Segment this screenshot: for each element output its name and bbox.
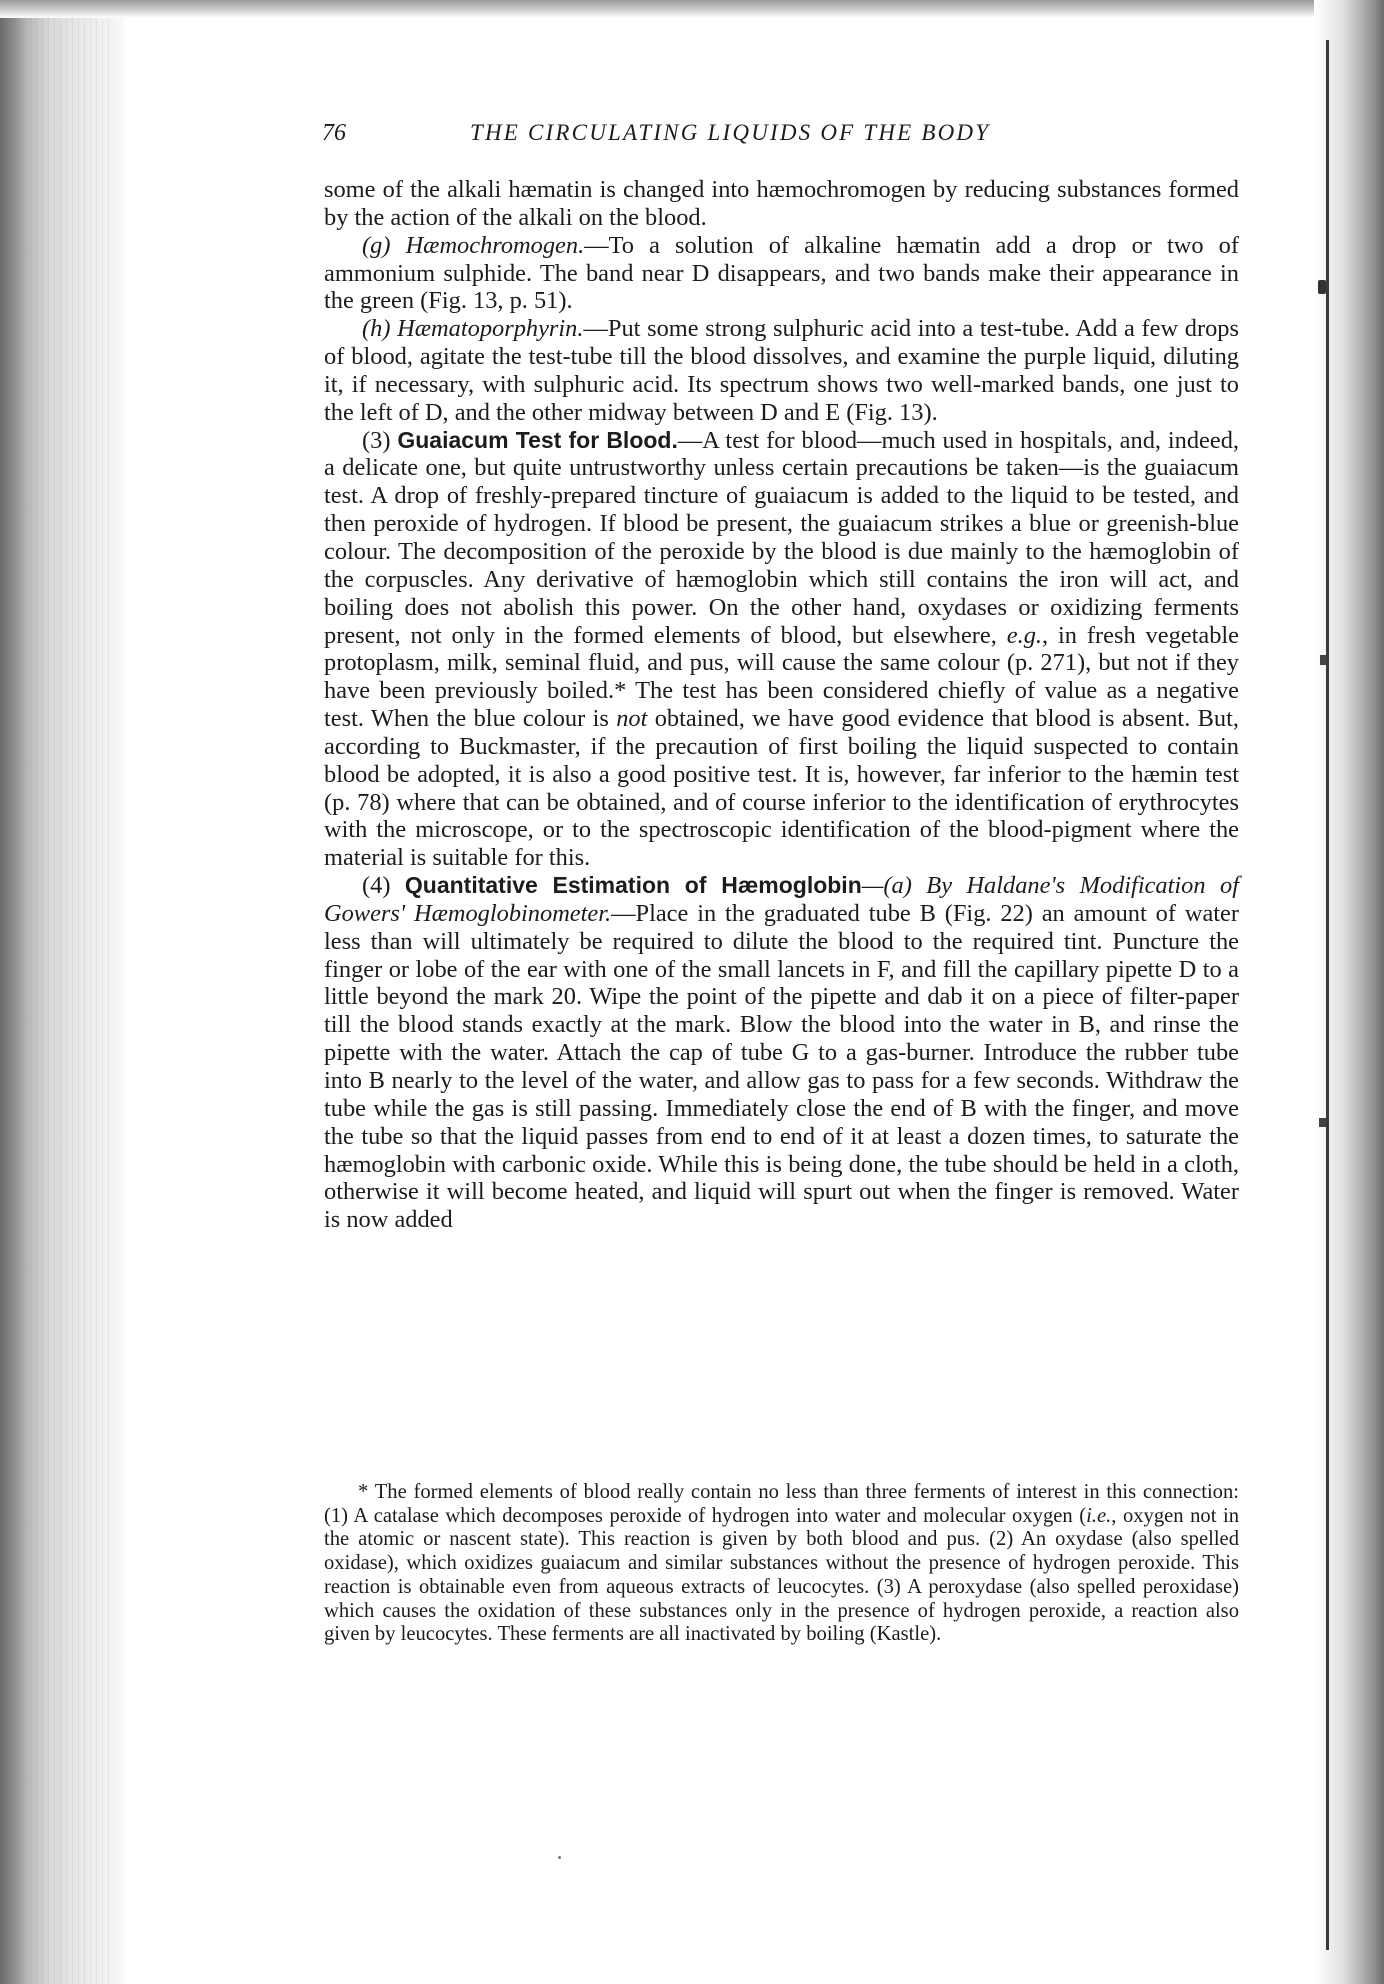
paragraph-haemochromogen: (g) Hæmochromogen.—To a solution of alkaline hæmatin add a drop or two of ammonium sulphide. The band near D disappears, and two bands make their appearance in the green (Fig. 13, p. 51). <box>324 231 1239 315</box>
edge-mark <box>1318 280 1326 294</box>
speck <box>558 1856 561 1859</box>
top-page-edge <box>0 0 1384 18</box>
edge-mark <box>1320 655 1326 665</box>
footnote <box>324 1481 1239 1647</box>
paragraph-guaiacum-test: (3) Guaiacum Test for Blood.—A test for blood—much used in hospitals, and, indeed, a delicate one, but quite untrustworthy unless certain precautions be taken—is the guaiacum test. A drop of freshly-prepared tincture of guaiacum is added to the liquid to be tested, and then peroxide of hydrogen. If blood be present, the guaiacum strikes a blue or greenish-blue colour. The decomposition of the peroxide by the blood is due mainly to the hæmoglobin of the corpuscles. Any derivative of hæmoglobin which still contains the iron will act, and boiling does not abolish this power. On the other hand, oxydases or oxidizing ferments present, not only in the formed elements of blood, but elsewhere, e.g., in fresh vegetable protoplasm, milk, seminal fluid, and pus, will cause the same colour (p. 271), but not if they have been previously boiled.* The test has been considered chiefly of value as a negative test. When the blue colour is not obtained, we have good evidence that blood is absent. But, according to Buckmaster, if the precaution of first boiling the liquid suspected to contain blood be adopted, it is also a good positive test. It is, however, far inferior to the hæmin test (p. 78) where that can be obtained, and of course inferior to the identification of erythrocytes with the microscope, or to the spectroscopic identification of the blood-pigment where the material is suitable for this. <box>324 426 1239 872</box>
page-edge-line <box>1326 40 1329 1950</box>
right-page-edge <box>1314 0 1384 1984</box>
paragraph-haematoporphyrin: (h) Hæmatoporphyrin.—Put some strong sulphuric acid into a test-tube. Add a few drops of blood, agitate the test-tube till the blood dissolves, and examine the purple liquid, diluting it, if necessary, with sulphuric acid. Its spectrum shows two well-marked bands, one just to the left of D, and the other midway between D and E (Fig. 13). <box>324 315 1239 426</box>
paragraph-haemoglobin-estimation: (4) Quantitative Estimation of Hæmoglobin—(a) By Haldane's Modification of Gowers' Hæmoglobinometer.—Place in the graduated tube B (Fig. 22) an amount of water less than will ultimately be required to dilute the blood to the required tint. Puncture the finger or lobe of the ear with one of the small lancets in F, and fill the capillary pipette D to a little beyond the mark 20. Wipe the point of the pipette and dab it on a piece of filter-paper till the blood stands exactly at the mark. Blow the blood into the water in B, and rinse the pipette with the water. Attach the cap of tube G to a gas-burner. Introduce the rubber tube into B nearly to the level of the water, and allow gas to pass for a few seconds. Withdraw the tube while the gas is still passing. Immediately close the end of B with the finger, and move the tube so that the liquid passes from end to end of it at least a dozen times, to saturate the hæmoglobin with carbonic oxide. While this is being done, the tube should be held in a cloth, otherwise it will become heated, and liquid will spurt out when the finger is removed. Water is now added <box>324 872 1239 1234</box>
edge-mark <box>1319 1118 1326 1127</box>
subheading-haemochromogen: Hæmochromogen. <box>405 231 585 259</box>
body-text <box>324 176 1239 1234</box>
subheading-haematoporphyrin: Hæmatoporphyrin. <box>397 315 584 343</box>
heading-guaiacum-test: Guaiacum Test for Blood. <box>397 426 678 453</box>
page-header <box>322 120 1247 156</box>
running-title: THE CIRCULATING LIQUIDS OF THE BODY <box>470 120 991 145</box>
heading-haemoglobin-estimation: Quantitative Estimation of Hæmoglobin <box>404 872 862 899</box>
footnote-text: * The formed elements of blood really contain no less than three ferments of interest in this connection: (1) A catalase which decomposes peroxide of hydrogen into water and molecular oxygen (i.e., oxygen not in the atomic or nascent state). This reaction is given by both blood and pus. (2) An oxydase (also spelled oxidase), which oxidizes guaiacum and similar substances without the presence of hydrogen peroxide. This reaction is obtainable even from aqueous extracts of leucocytes. (3) A peroxydase (also spelled peroxidase) which causes the oxidation of these substances only in the presence of hydrogen peroxide, a reaction also given by leucocytes. These ferments are all inactivated by boiling (Kastle). <box>324 1481 1239 1646</box>
gutter-page-lines <box>30 0 110 1984</box>
page-number: 76 <box>322 120 346 146</box>
paragraph-hematin: some of the alkali hæmatin is changed into hæmochromogen by reducing substances formed by the action of the alkali on the blood. <box>324 176 1239 231</box>
